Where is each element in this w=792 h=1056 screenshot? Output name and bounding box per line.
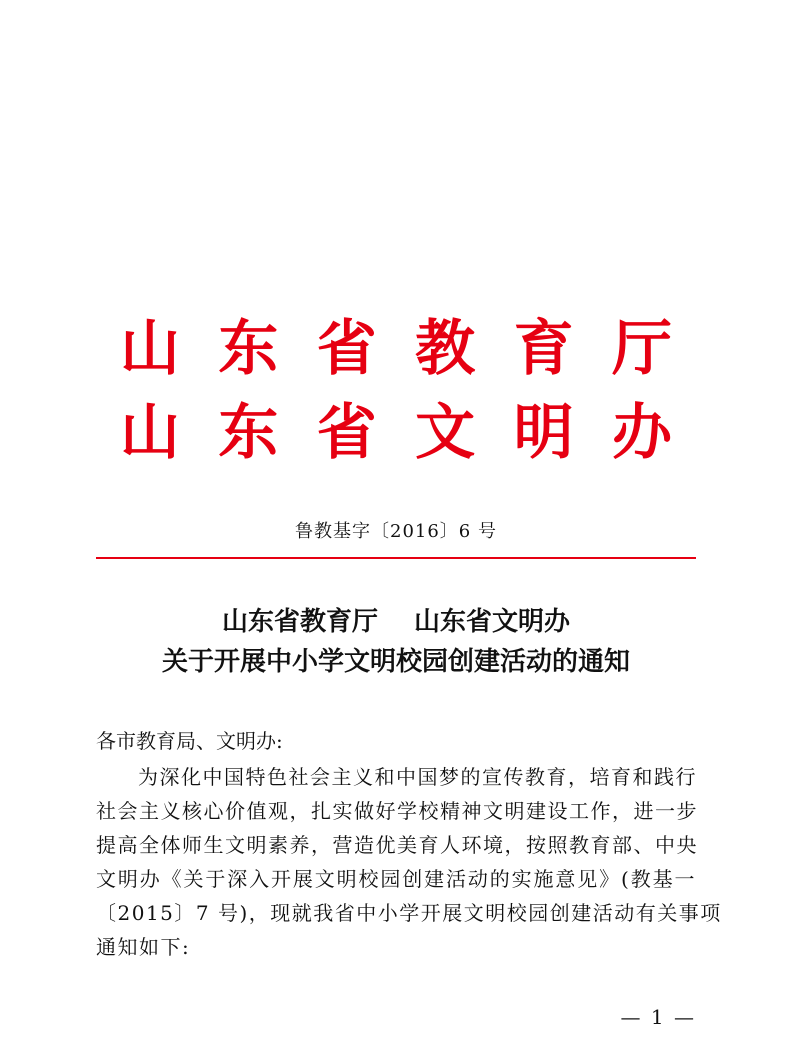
- issuer-char: 东: [218, 398, 279, 468]
- paragraph-line: 文明办《关于深入开展文明校园创建活动的实施意见》(教基一: [96, 867, 696, 891]
- issuer-char: 东: [218, 314, 279, 384]
- red-separator-line: [96, 557, 696, 559]
- issuer-char: 明: [513, 398, 574, 468]
- title-issuer-1: 山东省教育厅: [221, 607, 378, 637]
- issuer-char: 教: [415, 314, 476, 384]
- issuer-char: 省: [316, 314, 377, 384]
- document-title-line-2: 关于开展中小学文明校园创建活动的通知: [161, 647, 630, 677]
- paragraph-line: 提高全体师生文明素养，营造优美育人环境，按照教育部、中央: [96, 833, 698, 857]
- paragraph-line: 通知如下:: [96, 935, 191, 959]
- title-issuer-2: 山东省文明办: [414, 607, 571, 637]
- salutation: 各市教育局、文明办:: [96, 729, 283, 753]
- document-title-line-1: [0, 604, 792, 640]
- issuer-char: 育: [513, 314, 574, 384]
- issuer-char: 山: [120, 398, 180, 468]
- issuer-char: 文: [415, 398, 476, 468]
- issuer-line-education-department: [96, 314, 696, 384]
- issuer-line-civilization-office: [96, 398, 696, 468]
- issuer-char: 省: [316, 398, 377, 468]
- issuer-char: 山: [120, 314, 180, 384]
- body-paragraph: [96, 760, 722, 964]
- issuer-char: 厅: [611, 314, 672, 384]
- issuer-char: 办: [611, 398, 672, 468]
- document-number: 鲁教基字〔2016〕6 号: [295, 521, 497, 542]
- page-number: — 1 —: [620, 1005, 696, 1029]
- paragraph-line: 社会主义核心价值观，扎实做好学校精神文明建设工作，进一步: [96, 799, 698, 823]
- paragraph-line: 为深化中国特色社会主义和中国梦的宣传教育，培育和践行: [138, 765, 697, 789]
- paragraph-line: 〔2015〕7 号)，现就我省中小学开展文明校园创建活动有关事项: [96, 901, 722, 925]
